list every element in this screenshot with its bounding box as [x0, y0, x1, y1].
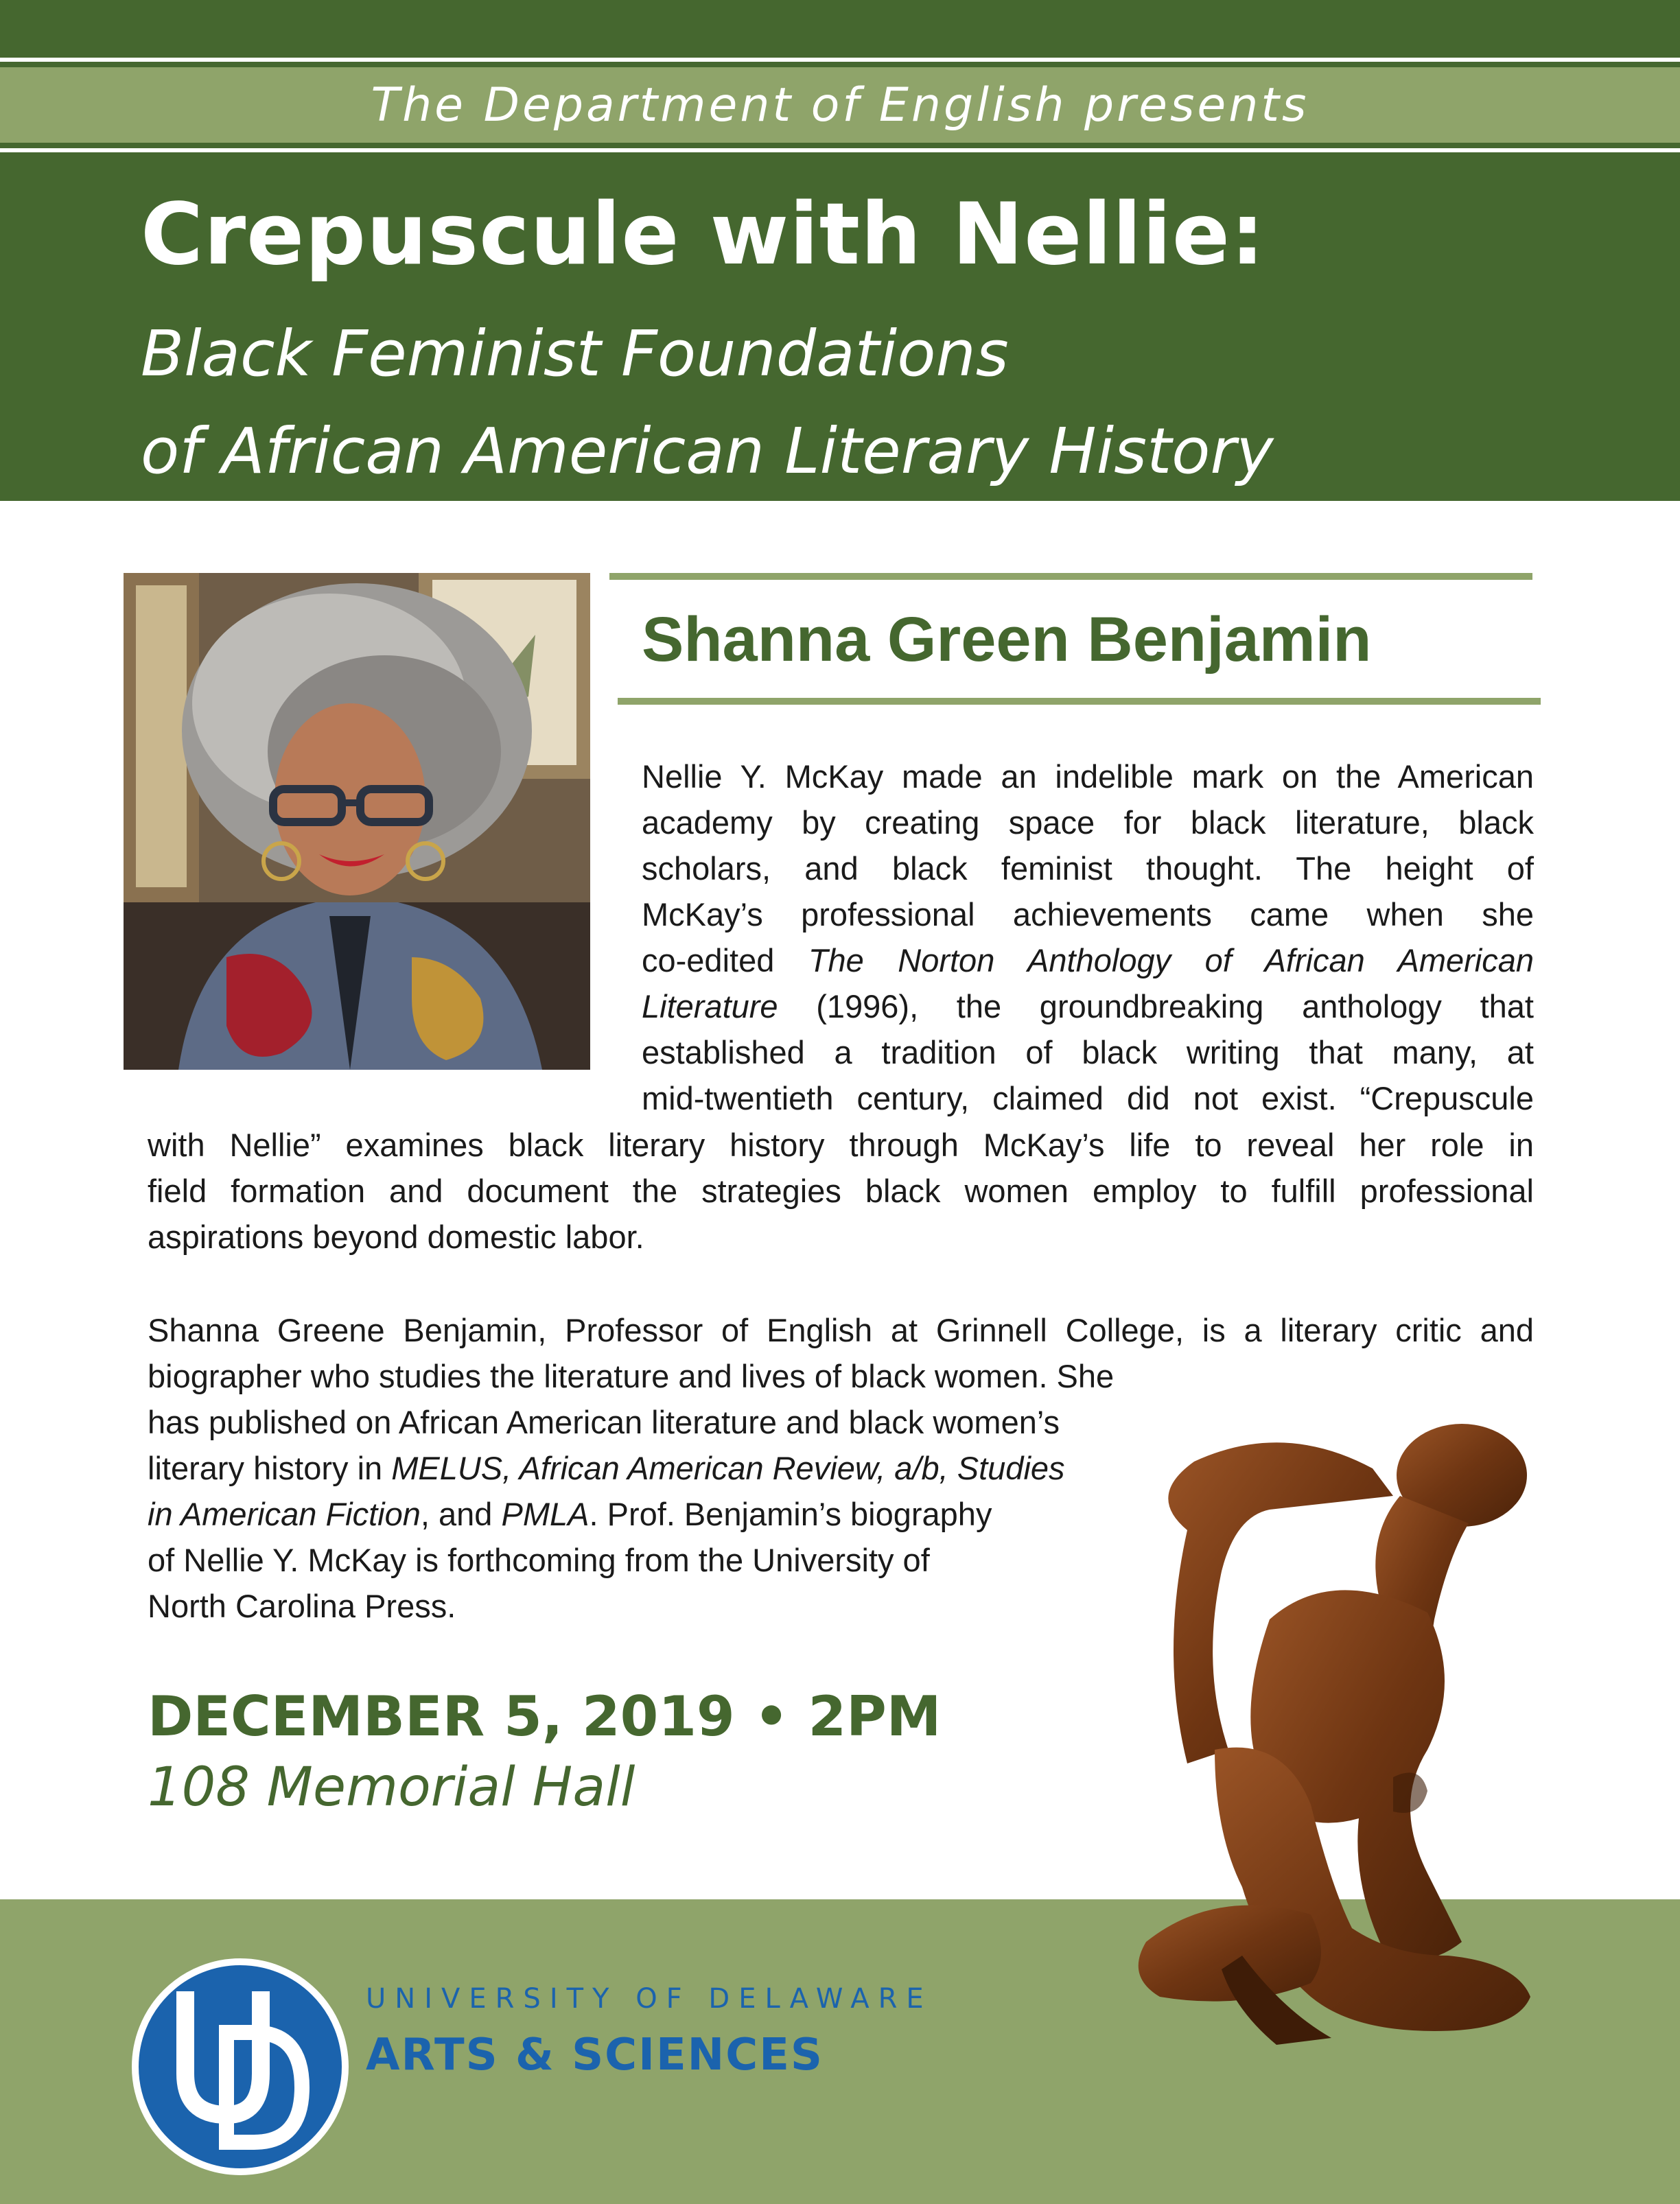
bio-line-4 — [148, 1445, 1150, 1491]
description-line: Nellie Y. McKay made an indelible mark on the American — [642, 758, 1534, 795]
event-title: Crepuscule with Nellie: — [141, 185, 1265, 284]
description-line: mid-twentieth century, claimed did not exist. “Crepuscule — [642, 1080, 1534, 1116]
bio-text: . Prof. Benjamin’s biography — [589, 1496, 992, 1532]
bio-line-3: has published on African American literature and black women’s — [148, 1404, 1060, 1440]
description-line: scholars, and black feminist thought. The height of — [642, 850, 1534, 887]
journal-name: PMLA — [501, 1496, 590, 1532]
speaker-rule-bottom — [618, 698, 1541, 705]
description-line: aspirations beyond domestic labor. — [148, 1219, 644, 1255]
speaker-portrait-illustration — [124, 573, 590, 1070]
subtitle-line-1: Black Feminist Foundations — [141, 317, 1009, 390]
ud-monogram-icon — [158, 1978, 323, 2156]
ud-logo-icon — [132, 1958, 349, 2175]
bio-line-1 — [148, 1307, 1534, 1353]
bio-line-2: biographer who studies the literature and lives of black women. She — [148, 1358, 1115, 1394]
description-paragraph-full — [148, 1122, 1534, 1260]
description-line: field formation and document the strategies black women employ to fulfill professional — [148, 1173, 1534, 1209]
bio-text: , and — [420, 1496, 502, 1532]
speaker-name: Shanna Green Benjamin — [642, 605, 1372, 675]
bio-text: literary history in — [148, 1450, 392, 1486]
bio-text: Shanna Greene Benjamin, Professor of English at Grinnell College, is a literary critic and — [148, 1312, 1534, 1348]
description-line-coedited — [642, 937, 1534, 983]
header-rule-bottom — [0, 148, 1680, 152]
journal-name: in American Fiction — [148, 1496, 421, 1532]
bio-line-5 — [148, 1491, 1122, 1537]
speaker-portrait — [124, 573, 590, 1070]
description-line-book-end — [642, 983, 1534, 1029]
bio-line-6: of Nellie Y. McKay is forthcoming from the University of — [148, 1542, 930, 1578]
description-line: established a tradition of black writing that many, at — [642, 1034, 1534, 1070]
subtitle-line-2: of African American Literary History — [141, 414, 1274, 488]
coedited-text: co-edited — [642, 942, 808, 978]
book-title-end: Literature — [642, 988, 778, 1024]
bio-line-7: North Carolina Press. — [148, 1588, 456, 1624]
event-location: 108 Memorial Hall — [148, 1757, 635, 1818]
description-line: academy by creating space for black literature, black — [642, 804, 1534, 841]
header-rule-top — [0, 58, 1680, 62]
description-line: McKay’s professional achievements came when she — [642, 896, 1534, 933]
after-book-text: (1996), the groundbreaking anthology that — [778, 988, 1534, 1024]
event-subtitle — [141, 305, 1274, 500]
book-title: The Norton Anthology of African American — [808, 942, 1534, 978]
presents-bar — [0, 67, 1680, 143]
speaker-rule-top — [609, 573, 1532, 580]
event-date: DECEMBER 5, 2019 • 2PM — [148, 1685, 942, 1748]
presents-text: The Department of English presents — [371, 78, 1309, 132]
wooden-sculpture-image — [1105, 1393, 1599, 2052]
college-name: ARTS & SCIENCES — [366, 2030, 824, 2080]
description-line: with Nellie” examines black literary history through McKay’s life to reveal her role in — [148, 1127, 1534, 1163]
journal-list: MELUS, African American Review, a/b, Studies — [391, 1450, 1065, 1486]
description-paragraph-right — [642, 753, 1534, 1121]
university-name: UNIVERSITY OF DELAWARE — [366, 1983, 933, 2015]
